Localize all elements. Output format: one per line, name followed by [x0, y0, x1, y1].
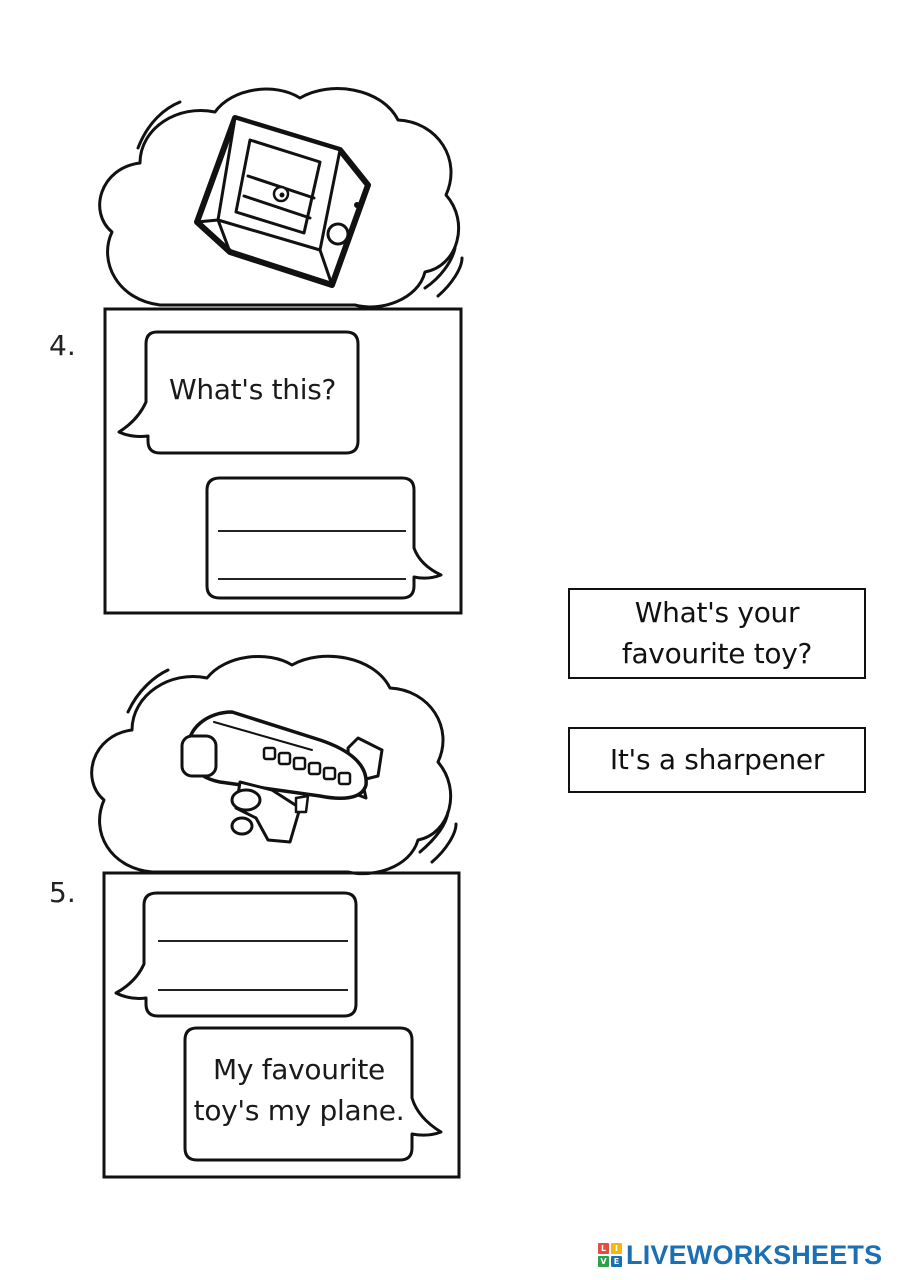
- answer-drop-line-4b[interactable]: [218, 578, 406, 580]
- answer-bubble-4: [207, 478, 441, 598]
- question-text-4: What's this?: [168, 373, 337, 406]
- exercise-number-5: 5.: [49, 876, 76, 909]
- option-label: What's your favourite toy?: [621, 595, 813, 670]
- logo-letter: L: [598, 1243, 609, 1254]
- answer-drop-line-4a[interactable]: [218, 530, 406, 532]
- logo-letter: E: [611, 1256, 622, 1267]
- option-card-sharpener[interactable]: [568, 727, 866, 793]
- option-card-favourite-toy[interactable]: [568, 588, 866, 679]
- logo-letter: V: [598, 1256, 609, 1267]
- brand-name: LIVEWORKSHEETS: [626, 1239, 883, 1270]
- answer-drop-line-5a[interactable]: [158, 940, 348, 942]
- liveworksheets-logo: [598, 1238, 882, 1272]
- exercise-number-4: 4.: [49, 329, 76, 362]
- logo-letter: I: [611, 1243, 622, 1254]
- answer-text-5: My favourite toy's my plane.: [193, 1053, 405, 1127]
- option-label: It's a sharpener: [609, 742, 825, 776]
- answer-drop-line-5b[interactable]: [158, 989, 348, 991]
- logo-mark-icon: [598, 1243, 622, 1267]
- question-bubble-5: [116, 893, 356, 1016]
